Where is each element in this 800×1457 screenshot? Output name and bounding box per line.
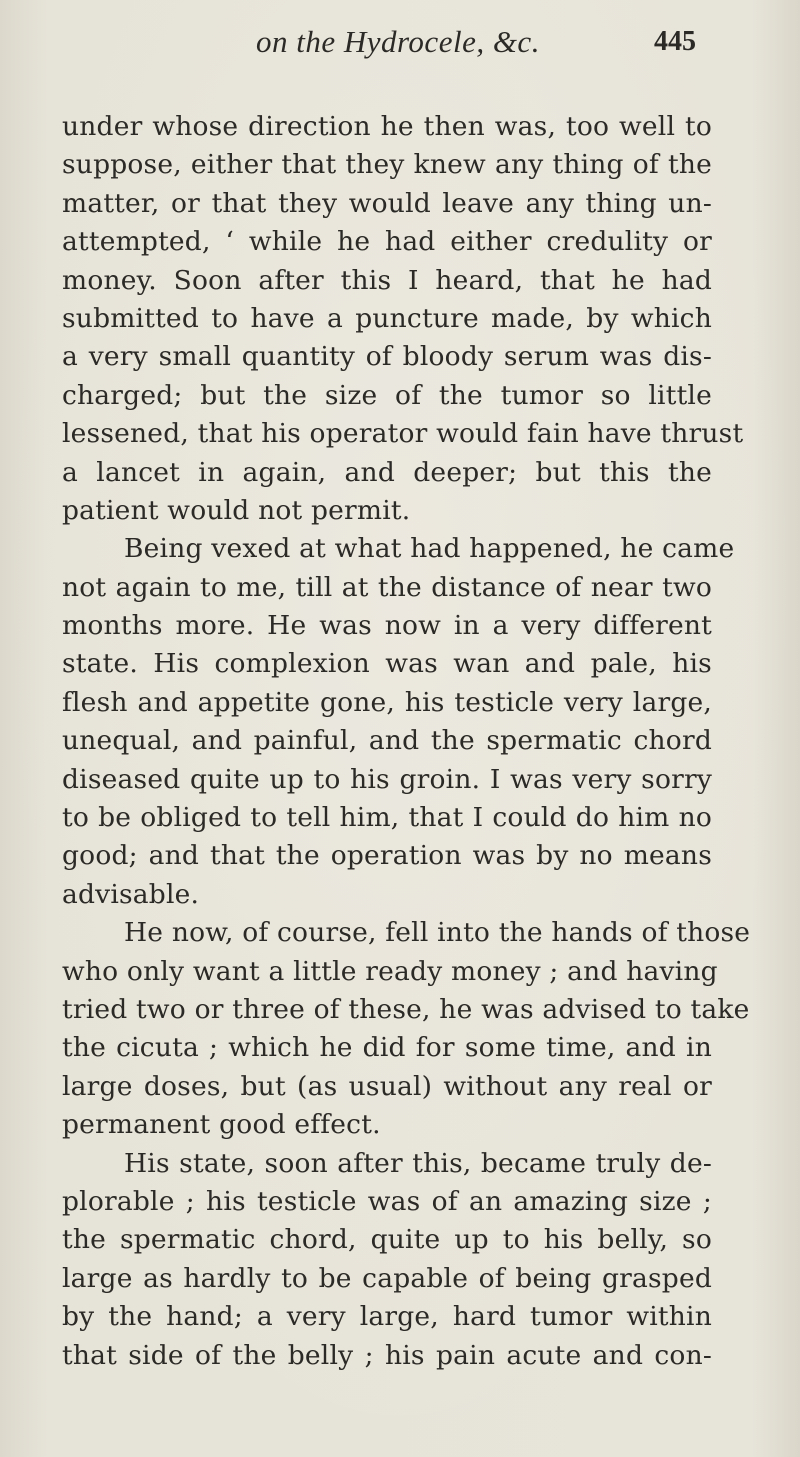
text-line: good; and that the operation was by no means [62,840,712,872]
paragraph-end-line: patient would not permit. [62,494,411,526]
text-line: by the hand; a very large, hard tumor within [62,1301,712,1333]
text-line: plorable ; his testicle was of an amazing size ; [62,1185,712,1217]
text-line: the cicuta ; which he did for some time, and in [62,1032,712,1064]
text-line: a very small quantity of bloody serum was dis- [62,341,712,373]
paragraph-end-line: advisable. [62,878,200,910]
text-line: money. Soon after this I heard, that he had [62,264,712,296]
text-line: a lancet in again, and deeper; but this the [62,456,712,488]
paragraph-start-line: He now, of course, fell into the hands of those [124,917,751,949]
running-head [0,20,800,60]
text-line: state. His complexion was wan and pale, his [62,648,712,680]
text-line: tried two or three of these, he was advised to take [62,993,750,1025]
text-line: unequal, and painful, and the spermatic chord [62,725,712,757]
body-text [62,108,751,1375]
text-line: matter, or that they would leave any thing un- [62,187,712,219]
text-line: large doses, but (as usual) without any real or [62,1070,712,1102]
text-line: the spermatic chord, quite up to his belly, so [62,1224,712,1256]
page-number: 445 [654,26,696,57]
paragraph-start-line: Being vexed at what had happened, he came [124,533,735,565]
text-line: attempted, ‘ while he had either credulity or [62,226,712,258]
running-title: on the Hydrocele, &c. [256,24,540,59]
paragraph-start-line: His state, soon after this, became truly de- [124,1147,712,1179]
text-line: diseased quite up to his groin. I was very sorry [62,763,712,795]
text-line: lessened, that his operator would fain have thrust [62,418,744,450]
paragraph-end-line: permanent good effect. [62,1109,381,1141]
text-line: large as hardly to be capable of being grasped [62,1262,712,1294]
text-line: charged; but the size of the tumor so little [62,379,712,411]
text-line: to be obliged to tell him, that I could do him no [62,802,712,834]
text-line: flesh and appetite gone, his testicle very large, [62,686,712,718]
text-line: submitted to have a puncture made, by which [62,302,712,334]
text-line: who only want a little ready money ; and having [62,955,718,987]
text-line: under whose direction he then was, too well to [62,111,712,142]
text-line: suppose, either that they knew any thing of the [62,149,712,181]
text-line: not again to me, till at the distance of near two [62,571,712,603]
text-line: months more. He was now in a very different [62,610,712,642]
text-line: that side of the belly ; his pain acute and con- [62,1339,712,1371]
